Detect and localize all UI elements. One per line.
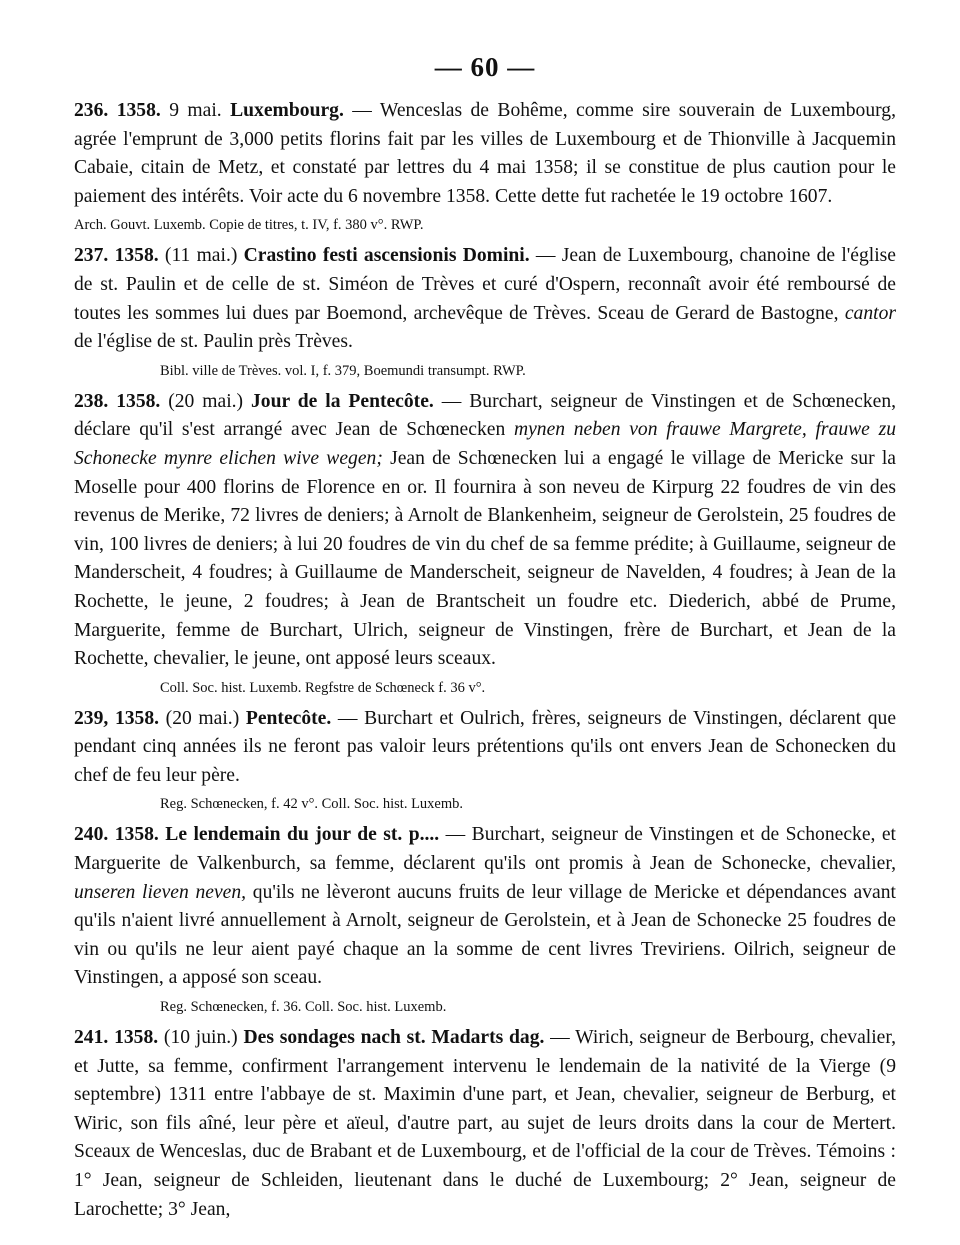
entry-236 [74, 97, 896, 236]
entry-body: — Jean de Luxembourg, chanoine de l'église de st. Paulin et de celle de st. Siméon de Trèves et curé d'Ospern, reconnaît avoir été remboursé de toutes les sommes lui dues par Boemond, archevêque de Trèves. Sceau de Gerard de Bastogne, [74, 245, 896, 324]
entry-239 [74, 705, 896, 816]
entry-place: Des sondages nach st. Madarts dag. [243, 1027, 545, 1049]
entry-body-after: Jean de Schœnecken lui a engagé le village de Mericke sur la Moselle pour 400 florins de Florence en or. Il fournira à son neveu de Kirpurg 22 foudres de vin des revenus de Merike, 72 livres de deniers; à Arnolt de Blankenheim, seigneur de Gerolstein, 25 foudres de vin, 100 livres de deniers; à lui 20 foudres de vin du chef de sa femme prédite; à Guillaume, seigneur de Manderscheit, 4 foudres; à Guillaume de Manderscheit, seigneur de Navelden, 4 foudres; à Jean de la Rochette, le jeune, 2 foudres; à Jean de Brantscheit un foudre etc. Diederich, abbé de Prume, Marguerite, femme de Burchart, Ulrich, seigneur de Vinstingen, frère de Burchart, et Jean de la Rochette, chevalier, le jeune, ont apposé leurs sceaux. [74, 447, 896, 670]
entry-237 [74, 242, 896, 381]
entry-number: 239, [74, 707, 109, 729]
entry-place: Crastino festi ascensionis Domini. [243, 245, 530, 267]
entry-italic: cantor [844, 302, 896, 324]
entry-year: 1358. [116, 100, 161, 121]
entry-source: Bibl. ville de Trèves. vol. I, f. 379, Boemundi transumpt. RWP. [160, 362, 526, 379]
entry-text [74, 97, 896, 211]
entry-text [74, 1024, 896, 1224]
entry-date: (20 mai.) [168, 390, 244, 412]
page-number: — 60 — [434, 52, 536, 82]
entry-240 [74, 821, 896, 1018]
entry-body: — Wenceslas de Bohême, comme sire souverain de Luxembourg, agrée l'emprunt de 3,000 petits florins fait par les villes de Luxembourg et de Thionville à Jacquemin Cabaie, citain de Metz, et constaté par lettres du 4 mai 1358; il se constitue de plus caution pour le paiement des intérêts. Voir acte du 6 novembre 1358. Cette dette fut rachetée le 19 octobre 1607. [74, 100, 896, 207]
entry-number: 237. [74, 245, 109, 267]
entry-number: 241. [74, 1027, 109, 1049]
entry-italic: unseren lieven neven, [74, 881, 247, 903]
entry-year: 1358. [114, 1027, 159, 1049]
entry-date: (11 mai.) [164, 245, 238, 267]
entry-body: — Burchart, seigneur de Vinstingen et de Schœnecken, déclare qu'il s'est arrangé avec Jean de Schœnecken [74, 390, 897, 441]
entry-place: Pentecôte. [245, 707, 332, 729]
entry-number: 238. [74, 390, 109, 412]
entry-place: Luxembourg. [230, 100, 344, 121]
entry-body: — Burchart et Oulrich, frères, seigneurs de Vinstingen, déclarent que pendant cinq années ils ne feront pas valoir leurs prétentions qu'ils ont envers Jean de Schonecken du chef de feu leur père. [74, 707, 897, 786]
entry-year: 1358. [114, 707, 160, 729]
entry-text [74, 705, 896, 791]
entry-241 [74, 1024, 896, 1224]
entry-source: Reg. Schœnecken, f. 42 v°. Coll. Soc. hist. Luxemb. [160, 796, 464, 813]
entry-body: — Wirich, seigneur de Berbourg, chevalier, et Jutte, sa femme, confirment l'arrangement intervenu le lendemain de la nativité de la Vierge (9 septembre) 1311 entre l'abbaye de st. Maximin d'une part, et Jean, chevalier, seigneur de Berburg, et Wiric, son fils aîné, leur père et aïeul, d'autre part, au sujet de leurs droits dans la cour de Mertert. Sceaux de Wenceslas, duc de Brabant et de Luxembourg, et de l'official de la cour de Trèves. Témoins : 1° Jean, seigneur de Schleiden, lieutenant dans le duché de Luxembourg; 2° Jean, seigneur de Larochette; 3° Jean, [74, 1027, 897, 1220]
entry-date: 9 mai. [169, 100, 222, 121]
entry-body: — Burchart, seigneur de Vinstingen et de Schonecke, et Marguerite de Valkenburch, sa femme, déclarent qu'ils ont promis à Jean de Schonecke, chevalier, [74, 824, 896, 875]
entry-place: Le lendemain du jour de st. p.... [165, 824, 440, 846]
entry-year: 1358. [116, 390, 161, 412]
entry-year: 1358. [114, 245, 159, 267]
entry-number: 236. [74, 100, 109, 121]
entry-date: (10 juin.) [163, 1027, 238, 1049]
entry-text [74, 242, 896, 356]
entry-body-after: qu'ils ne lèveront aucuns fruits de leur village de Mericke et dépendances avant qu'ils n'aient livré annuellement à Arnolt, seigneur de Gerolstein, et à Jean de Schonecke 25 foudres de vin ou qu'ils ne leur aient payé chaque an la somme de cent livres Treviriens. Oilrich, seigneur de Vinstingen, a apposé son sceau. [74, 881, 896, 989]
entry-place: Jour de la Pentecôte. [251, 390, 434, 412]
entry-source: Reg. Schœnecken, f. 36. Coll. Soc. hist. Luxemb. [160, 999, 447, 1016]
entry-number: 240. [74, 824, 109, 846]
entry-date: (20 mai.) [165, 707, 240, 729]
entry-italic: mynen neben von frauwe Margrete, frauwe zu Schonecke mynre elichen wive wegen; [74, 419, 896, 469]
entry-source: Coll. Soc. hist. Luxemb. Regfstre de Schœneck f. 36 v°. [160, 679, 486, 696]
entry-238 [74, 388, 896, 699]
entry-text [74, 821, 896, 993]
entry-text [74, 388, 896, 674]
entry-year: 1358. [114, 824, 159, 846]
entry-source: Arch. Gouvt. Luxemb. Copie de titres, t. IV, f. 380 v°. RWP. [74, 217, 424, 234]
entry-body-after: de l'église de st. Paulin près Trèves. [74, 331, 353, 353]
